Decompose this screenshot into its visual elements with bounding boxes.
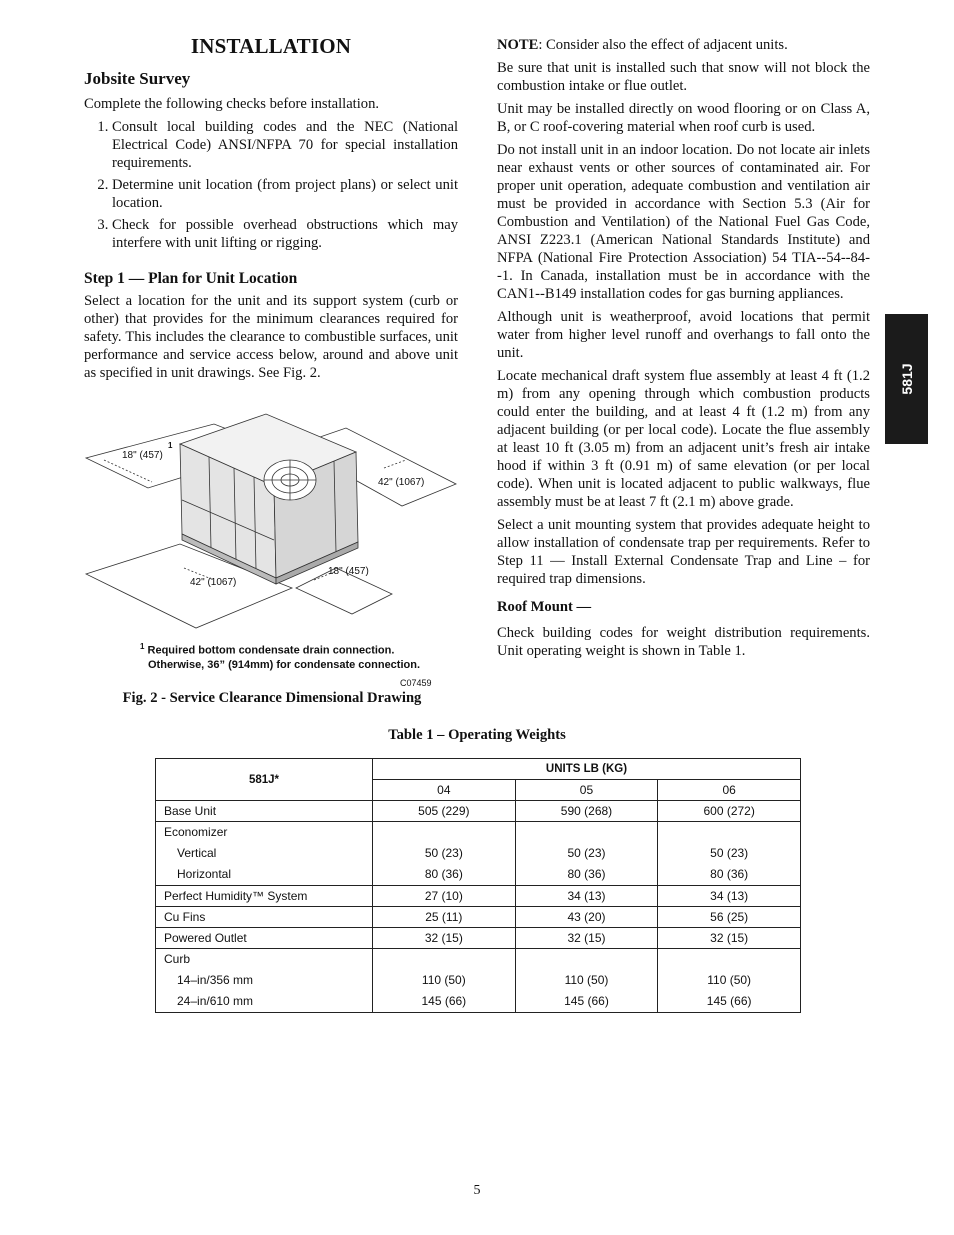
note-line-1: Required bottom condensate drain connection. xyxy=(147,644,395,657)
operating-weights-table xyxy=(155,758,801,1013)
checks-list xyxy=(84,118,458,252)
note-label: NOTE xyxy=(497,37,539,53)
jobsite-intro: Complete the following checks before installation. xyxy=(84,96,380,112)
jobsite-survey-heading: Jobsite Survey xyxy=(84,69,191,88)
dim-bottom-right: 18" (457) xyxy=(328,566,369,577)
dim-bottom-left: 42" (1067) xyxy=(190,577,237,588)
paragraph: Although unit is weatherproof, avoid locations that permit water from higher level runoff and overhangs to fall onto the unit. xyxy=(497,309,870,361)
roof-mount-text: Check building codes for weight distribution requirements. Unit operating weight is shown in Table 1. xyxy=(497,625,870,659)
list-item: 1. Consult local building codes and the NEC (National Electrical Code) ANSI/NFPA 70 for special installation requirements. xyxy=(112,118,458,172)
paragraph: Locate mechanical draft system flue assembly at least 4 ft (1.2 m) from any opening through which combustion products could enter the building, and at least 4 ft (1.2 m) from any adjacent building (or per local code). Locate the flue assembly at least 10 ft (3.05 m) from an adjacent unit’s fresh air intake hood if within 3 ft (0.91 m) of same elevation (or per local code). When unit is located adjacent to public walkways, flue assembly must be at least 7 ft (2.1 m) above grade. xyxy=(497,368,870,510)
step1-heading: Step 1 — Plan for Unit Location xyxy=(84,270,298,287)
note-paragraph xyxy=(497,36,870,54)
table-row: Base Unit 505 (229) 590 (268) 600 (272) xyxy=(156,801,801,822)
model-header: 581J* xyxy=(156,759,373,801)
side-tab xyxy=(885,314,928,444)
table-title: Table 1 – Operating Weights xyxy=(388,727,566,743)
side-tab-label: 581J xyxy=(898,363,915,395)
size-04: 04 xyxy=(373,780,516,801)
right-column xyxy=(497,36,870,665)
step1-text: Select a location for the unit and its support system (curb or other) that provides for the minimum clearances required for safety. This includes the clearance to combustible surfaces, unit performance and service access below, around and above unit as specified in unit drawings. See Fig. 2. xyxy=(84,293,458,381)
page-title: INSTALLATION xyxy=(190,34,352,58)
paragraph: Select a unit mounting system that provides adequate height to allow installation of condensate trap per requirements. Refer to Step 11 — Install External Condensate Trap and Line – for required trap dimensions. xyxy=(497,517,870,587)
paragraph: Be sure that unit is installed such that snow will not block the combustion intake or flue outlet. xyxy=(497,60,870,94)
table-row: Cu Fins 25 (11) 43 (20) 56 (25) xyxy=(156,907,801,928)
list-item: 2. Determine unit location (from project plans) or select unit location. xyxy=(112,176,458,212)
paragraph: Unit may be installed directly on wood flooring or on Class A, B, or C roof-covering material when roof curb is used. xyxy=(497,101,870,135)
size-06: 06 xyxy=(658,780,801,801)
unit-clearance-drawing xyxy=(84,408,460,638)
units-header: UNITS LB (KG) xyxy=(373,759,801,780)
table-row: Curb 14–in/356 mm 24–in/610 mm 110 (50) 145 (66) 110 (50) 145 (66) 110 (50) 145 (66) xyxy=(156,949,801,1013)
list-item: 3. Check for possible overhead obstructions which may interfere with unit lifting or rigging. xyxy=(112,216,458,252)
size-05: 05 xyxy=(515,780,658,801)
table-row: Powered Outlet 32 (15) 32 (15) 32 (15) xyxy=(156,928,801,949)
table-header-row xyxy=(156,759,801,780)
figure-code: C07459 xyxy=(400,678,432,688)
footnote-marker: 1 xyxy=(168,441,173,450)
figure-note: $^1$ Required bottom condensate drain connection. Otherwise, 36” (914mm) for condensate connection. xyxy=(140,640,460,672)
dim-top-right: 42" (1067) xyxy=(378,477,425,488)
page-number: 5 xyxy=(473,1183,481,1198)
table-row: Perfect Humidity™ System 27 (10) 34 (13) 34 (13) xyxy=(156,886,801,907)
dim-top-left: 18" (457) xyxy=(122,450,163,461)
paragraph: Do not install unit in an indoor location. Do not locate air inlets near exhaust vents or other sources of contaminated air. For proper unit operation, adequate combustion and ventilation air must be provided in accordance with Section 5.3 (Air for Combustion and Ventilation) of the National Fuel Gas Code, ANSI Z223.1 (American National Standards Institute) and NFPA (National Fire Protection Association) 54 TIA--54--84--1. In Canada, installation must be in accordance with the CAN1--B149 installation codes for gas burning appliances. xyxy=(497,142,870,302)
figure-caption: Fig. 2 - Service Clearance Dimensional Drawing xyxy=(122,690,422,706)
left-column xyxy=(84,34,458,387)
table-row: Economizer Vertical Horizontal 50 (23) 80 (36) 50 (23) 80 (36) 50 (23) 80 (36) xyxy=(156,822,801,886)
roof-mount-heading: Roof Mount — xyxy=(497,599,592,615)
note-text: : Consider also the effect of adjacent units. xyxy=(538,37,788,53)
note-line-2: Otherwise, 36” (914mm) for condensate connection. xyxy=(148,658,421,671)
